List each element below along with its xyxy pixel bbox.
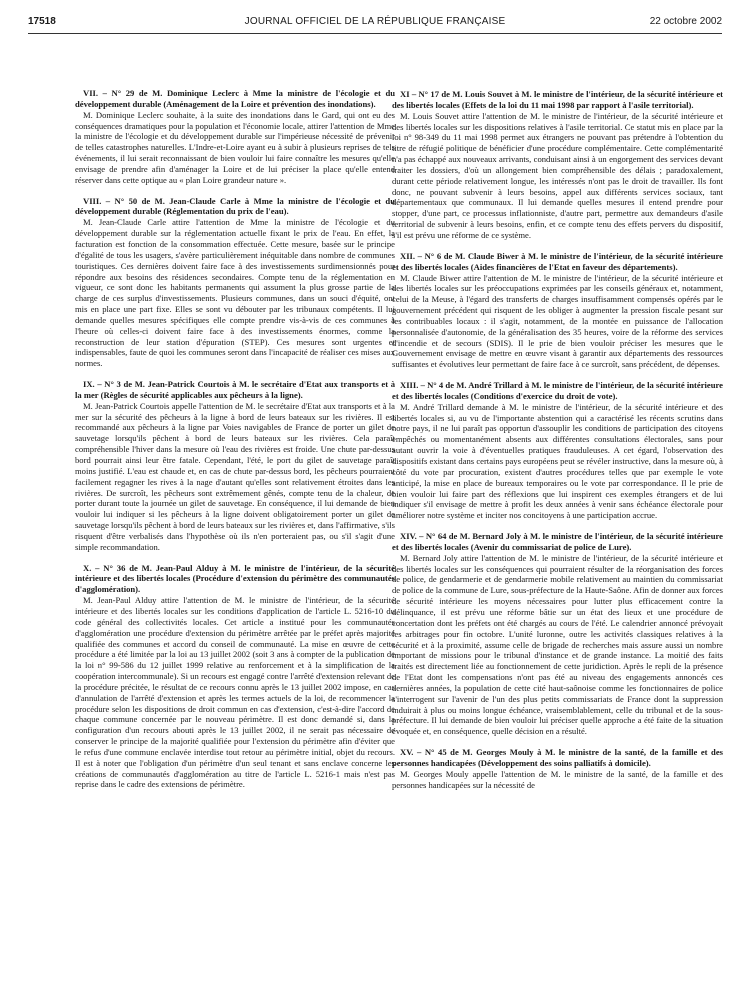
question-body: M. Louis Souvet attire l'attention de M. le ministre de l'intérieur, de la sécurité intérieure et des libertés locales sur les dispositions relatives à l'asile territorial. Ce statut mis en place par la loi n° 98-349 du 11 mai 1998 permet aux étrangers ne pouvant pas prétendre à l'obtention du titre de réfugié politique de bénéficier d'une procédure complémentaire. Cette complémentarité n'a pas échappé aux nouveaux arrivants, conduisant ainsi à un engorgement des services devant traiter les dossiers, d'où un allongement bien compréhensible des délais ; paradoxalement, durant cette période relativement longue, les intéressés n'ont pas le droit de travailler. Ils font donc, ne pouvant subvenir à leurs besoins, appel aux différents services sociaux, tant départementaux que communaux. Il lui demande quelles mesures il entend prendre pour stopper, d'une part, ce processus inflationniste, d'autre part, permettre aux demandeurs d'asile territorial de subvenir à leurs besoins, enfin, et ce compte tenu des effets pervers du dispositif, s'il est prévu une réforme de ce système. [392, 110, 723, 240]
question-body: M. Bernard Joly attire l'attention de M. le ministre de l'intérieur, de la sécurité intérieure et des libertés locales sur les conséquences qui pourraient résulter de la réorganisation des forces de police, de gendarmerie et de gendarmerie mobile relativement au maintien du commissariat de police de la commune de Lure, sous-préfecture de la Haute-Saône. Afin de donner aux forces de sécurité intérieure les moyens nécessaires pour lutter plus efficacement contre la délinquance, il est prévu une réforme bâtie sur un état des lieux et une procédure de concertation dont les préfets ont été chargés au cours de l'été. Le calendrier annoncé prévoyait les arbitrages pour fin octobre. L'unité luronne, outre les activités classiques relatives à la sécurité et à la proximité, assume celle de brigade de recherches mais assure aussi un nombre important de missions pour le tribunal d'instance et de grande instance. La moitié des faits traités est directement liée au fonctionnement de cette juridiction. Après le repli de la présence de l'Etat dont les compensations n'ont pas été au niveau des engagements annoncés ces dernières années, la population de cette cité haut-saônoise comme les fonctionnaires de police s'interrogent sur l'avenir de l'un des plus petits commissariats de France dont la suppression induirait à plus ou moins longue échéance, vraisemblablement, celle du tribunal et de la sous-préfecture. Il lui demande de bien vouloir lui préciser quelle approche a été faite de la situation évoquée et, en conséquence, quelle décision en a résulté. [392, 552, 723, 737]
question-xiii [392, 380, 723, 521]
question-body: M. Claude Biwer attire l'attention de M. le ministre de l'intérieur, de la sécurité intérieure et des libertés locales sur les préoccupations exprimées par les conseils généraux et, notamment, celui de la Meuse, à l'égard des transferts de charges insuffisamment compensés opérés par le gouvernement précédent qui risquent de les obliger à augmenter la pression fiscale pesant sur les contribuables locaux : il s'agit, notamment, de la montée en puissance de l'allocation personnalisée d'autonomie, de la généralisation des 35 heures, voire de la réforme des services d'incendie et de secours (SDIS). Il le prie de bien vouloir préciser les mesures que le Gouvernement envisage de mettre en œuvre visant à garantir aux départements des ressources suffisantes et évolutives leur permettant de faire face à ce surcroît, sans précédent, de dépenses. [392, 272, 723, 370]
question-viii [75, 196, 395, 370]
question-heading: VII. – N° 29 de M. Dominique Leclerc à Mme la ministre de l'écologie et du développement durable (Aménagement de la Loire et prévention des inondations). [75, 88, 395, 109]
question-heading: X. – N° 36 de M. Jean-Paul Alduy à M. le ministre de l'intérieur, de la sécurité intérieure et des libertés locales (Procédure d'extension du périmètre des communautés d'agglomération). [75, 562, 395, 595]
question-body: M. Jean-Claude Carle attire l'attention de Mme la ministre de l'écologie et du développement durable sur la réglementation actuelle fixant le prix de l'eau. En effet, la facturation est fonction de la consommation effectuée. Cette mesure, basée sur le principe d'égalité de tous les usagers, s'avère particulièrement inéquitable dans nombre de communes touristiques. Ces dernières doivent faire face à des investissements surdimensionnés pour répondre aux besoins des résidences secondaires. Compte tenu de la réglementation en vigueur, ce sont donc les habitants permanents qui assument la plus grosse partie de la charge de ces surplus d'investissements. Plusieurs communes, dans un souci d'équité, ont mis en place une part fixe. Elles se sont vu débouter par les tribunaux compétents. Il lui demande quelles mesures spécifiques elle compte prendre vis-à-vis de ces communes à l'heure où celles-ci doivent faire face à des investissements énormes, comme la reconstruction de leur station d'épuration (STEP). Ces mesures sont urgentes et indispensables, faute de quoi les communes seront dans l'incapacité de réaliser ces mises aux normes. [75, 217, 395, 369]
question-xi [392, 89, 723, 241]
page-number: 17518 [28, 16, 56, 27]
question-body: M. André Trillard demande à M. le ministre de l'intérieur, de la sécurité intérieure et des libertés locales si, au vu de l'importante abstention qui a caractérisé les récents scrutins dans notre pays, il ne lui paraît pas opportun d'assouplir les conditions de participation des citoyens empêchés ou momentanément absents aux différentes consultations électorales, sans pour autant ouvrir la voie à d'éventuelles pratiques frauduleuses. A cet égard, l'observation des dispositifs existant dans certains pays européens peut se révéler instructive, dans la mesure où, à côté du vote par procuration, existent d'autres procédures telles que par exemple le vote anticipé, la mise en place de bureaux temporaires ou le vote par correspondance. Il le prie de bien vouloir lui faire part des réflexions que lui inspirent ces exemples étrangers et de lui indiquer s'il envisage de mettre à profit les deux années à venir sans échéance électorale pour améliorer notre système et inciter nos concitoyens à une participation accrue. [392, 401, 723, 521]
question-heading: XIII. – N° 4 de M. André Trillard à M. le ministre de l'intérieur, de la sécurité intérieure et des libertés locales (Conditions d'exercice du droit de vote). [392, 380, 723, 401]
question-heading: XI – N° 17 de M. Louis Souvet à M. le ministre de l'intérieur, de la sécurité intérieure et des libertés locales (Effets de la loi du 11 mai 1998 par rapport à l'asile territorial). [392, 89, 723, 110]
question-vii [75, 88, 395, 186]
issue-date: 22 octobre 2002 [649, 16, 722, 27]
question-heading: VIII. – N° 50 de M. Jean-Claude Carle à Mme la ministre de l'écologie et du développement durable (Réglementation du prix de l'eau). [75, 195, 395, 217]
question-heading: XII. – N° 6 de M. Claude Biwer à M. le ministre de l'intérieur, de la sécurité intérieure et des libertés locales (Aides financières de l'Etat en faveur des départements). [392, 250, 723, 272]
journal-title: JOURNAL OFFICIEL DE LA RÉPUBLIQUE FRANÇAISE [244, 16, 506, 27]
page-header [28, 14, 722, 32]
question-xv [392, 747, 723, 790]
question-xii [392, 251, 723, 370]
question-x [75, 563, 395, 791]
right-column [392, 89, 723, 790]
question-heading: IX. – N° 3 de M. Jean-Patrick Courtois à M. le secrétaire d'Etat aux transports et à la mer (Règles de sécurité applicables aux pêcheurs à la ligne). [75, 379, 395, 400]
header-rule [28, 33, 722, 34]
question-body: M. Dominique Leclerc souhaite, à la suite des inondations dans le Gard, qui ont eu des conséquences dramatiques pour la population et l'économie locale, attirer l'attention de Mme la ministre de l'écologie et du développement durable sur l'impérieuse nécessité de prévenir de telles catastrophes naturelles. L'Indre-et-Loire ayant eu à subir à plusieurs reprises de tels événements, il lui serait reconnaissant de bien vouloir lui faire connaître les mesures qu'elle envisage de prendre afin d'aménager la Loire et de lui préciser la place qu'elle entend réserver dans cette optique au « plan Loire grandeur nature ». [75, 109, 395, 185]
question-ix [75, 379, 395, 553]
question-xiv [392, 531, 723, 737]
question-body: M. Georges Mouly appelle l'attention de M. le ministre de la santé, de la famille et des personnes handicapées sur la nécessité de [392, 768, 723, 790]
question-heading: XIV. – N° 64 de M. Bernard Joly à M. le ministre de l'intérieur, de la sécurité intérieure et des libertés locales (Avenir du commissariat de police de Lure). [392, 531, 723, 552]
question-body: M. Jean-Paul Alduy attire l'attention de M. le ministre de l'intérieur, de la sécurité intérieure et des libertés locales sur les conditions d'application de l'article L. 5216-10 du code général des collectivités locales. Cet article a institué pour les communautés d'agglomération une procédure d'extension du périmètre arrêtée par le préfet après majorité qualifiée des communes et accord du conseil de communauté. La mise en œuvre de cette procédure a été limitée par la loi au 13 juillet 2002 (soit 3 ans à compter de la publication de la loi n° 99-586 du 12 juillet 1999 relative au renforcement et à la simplification de la coopération intercommunale). Si un recours est engagé contre l'arrêté d'extension relevant de la procédure précitée, le résultat de ce recours connu après le 13 juillet 2002 impose, en cas d'annulation de l'arrêté d'extension et après les termes actuels de la loi, de recommencer la procédure selon les dispositions de droit commun en cas d'extension, c'est-à-dire l'accord de chaque commune concernée par le nouveau périmètre. Il est donc demandé si, dans la configuration d'un recours abouti après le 13 juillet 2002, il ne serait pas nécessaire de conserver le principe de la majorité qualifiée pour l'extension du périmètre afin d'éviter que le refus d'une commune enclavée interdise tout retour au périmètre initial, objet du recours. Il est à noter que l'obligation d'un périmètre d'un seul tenant et sans enclave concerne les créations de communautés d'agglomération au titre de l'article L. 5216-1 mais n'est pas reprise dans le cadre des extensions de périmètre. [75, 595, 395, 790]
question-body: M. Jean-Patrick Courtois appelle l'attention de M. le secrétaire d'Etat aux transports et à la mer sur la sécurité des pêcheurs à la ligne à bord de leurs bateaux sur les rivières. Il est recommandé aux pêcheurs à la ligne par Voies navigables de France de porter un gilet de sauvetage lorsqu'ils pêchent à bord de leurs bateaux sur les rivières. Cela paraît compréhensible l'hiver dans la mesure où l'eau des rivières est froide. Une chute par-dessus bord pourrait ainsi leur être fatale. Cependant, l'été, le port du gilet de sauvetage paraît moins justifié. L'eau est chaude et, en cas de chute par-dessus bord, les pêcheurs pourraient facilement regagner les rives à la nage d'autant qu'elles sont relativement étroites dans les rivières. De surcroît, les pêcheurs sont extrêmement gênés, compte tenu de la chaleur, de porter durant toute la journée un gilet de sauvetage. En conséquence, il lui demande de bien vouloir lui indiquer si les pêcheurs à la ligne doivent obligatoirement porter un gilet de sauvetage lorsqu'ils pêchent à bord de leurs bateaux sur les rivières et, dans l'affirmative, s'ils risquent d'être verbalisés dans l'hypothèse où ils n'en porteraient pas, ou s'il s'agit d'une simple recommandation. [75, 400, 395, 552]
left-column [75, 88, 395, 790]
question-heading: XV. – N° 45 de M. Georges Mouly à M. le ministre de la santé, de la famille et des personnes handicapées (Développement des soins palliatifs à domicile). [392, 747, 723, 768]
